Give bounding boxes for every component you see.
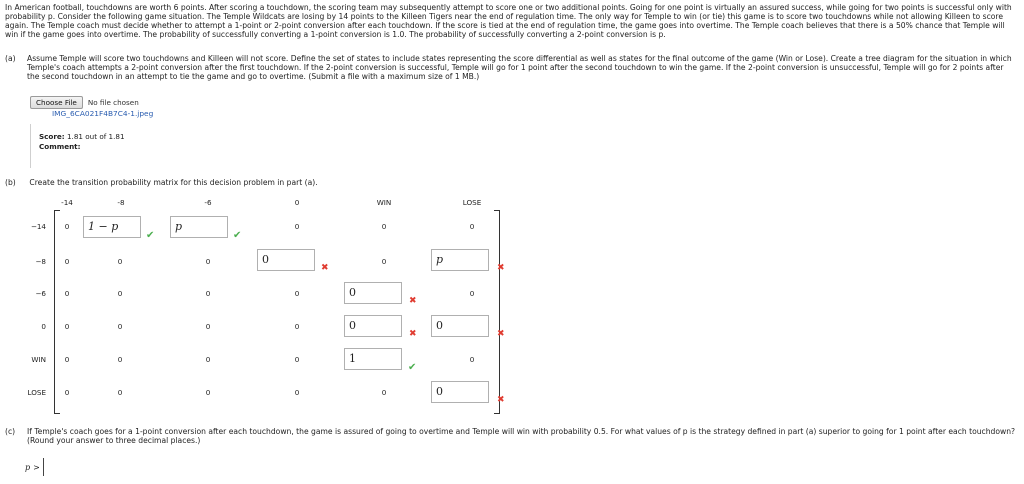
matrix-cell: 0 bbox=[469, 222, 475, 231]
matrix-input[interactable]: 0 bbox=[257, 249, 315, 271]
row-header: WIN bbox=[31, 355, 46, 364]
incorrect-x-icon: ✖ bbox=[497, 395, 505, 405]
matrix-cell: 0 bbox=[381, 388, 387, 397]
matrix-cell: 0 bbox=[205, 355, 211, 364]
comment-label: Comment: bbox=[39, 142, 81, 151]
incorrect-x-icon: ✖ bbox=[497, 263, 505, 273]
col-header: -8 bbox=[117, 198, 125, 207]
matrix-cell: 0 bbox=[205, 388, 211, 397]
part-b-label: (b) bbox=[5, 178, 16, 187]
score-panel bbox=[30, 124, 1018, 168]
matrix-bracket-right bbox=[494, 210, 500, 414]
part-b bbox=[5, 178, 318, 187]
col-header: WIN bbox=[376, 198, 392, 207]
matrix-input[interactable]: 0 bbox=[344, 282, 402, 304]
matrix-input[interactable]: 0 bbox=[431, 381, 489, 403]
matrix-cell: 0 bbox=[64, 388, 70, 397]
row-header: LOSE bbox=[27, 388, 46, 397]
incorrect-x-icon: ✖ bbox=[409, 329, 417, 339]
score-line bbox=[39, 132, 1018, 142]
part-c-label: (c) bbox=[5, 427, 16, 436]
incorrect-x-icon: ✖ bbox=[409, 296, 417, 306]
matrix-cell: 0 bbox=[381, 222, 387, 231]
matrix-cell: 0 bbox=[117, 289, 123, 298]
matrix-cell: 0 bbox=[64, 289, 70, 298]
part-c bbox=[5, 427, 1020, 445]
matrix-cell: 0 bbox=[294, 222, 300, 231]
choose-file-button[interactable]: Choose File bbox=[30, 96, 83, 109]
row-header: −8 bbox=[35, 257, 46, 266]
part-c-text: If Temple's coach goes for a 1-point conversion after each touchdown, the game is assured of going to overtime and Temple will win with probability 0.5. For what values of p is the strategy defined in part (a) superior to going for 1 point after each touchdown? (Round your answer to three decimal places.) bbox=[27, 427, 1016, 445]
matrix-bracket-left bbox=[54, 210, 60, 414]
matrix-input[interactable]: p bbox=[170, 216, 228, 238]
file-status: No file chosen bbox=[87, 98, 139, 107]
matrix-input[interactable]: 1 − p bbox=[83, 216, 141, 238]
matrix-cell: 0 bbox=[64, 322, 70, 331]
part-a-text: Assume Temple will score two touchdowns and Killeen will not score. Define the set of states to include states representing the score differential as well as states for the final outcome of the game (Win or Lose). Create a tree diagram for the situation in which Temple's coach attempts a 2-point conversion after the first touchdown. If the 2-point conversion is successful, Temple will go for 1 point after the second touchdown to win the game. If the 2-point conversion is unsuccessful, Temple will go for 2 points after the second touchdown in an attempt to tie the game and go to overtime. (Submit a file with a maximum size of 1 MB.) bbox=[27, 54, 1012, 81]
matrix-cell: 0 bbox=[117, 257, 123, 266]
matrix-cell: 0 bbox=[64, 257, 70, 266]
comment-line bbox=[39, 142, 1018, 152]
col-header: -14 bbox=[61, 198, 73, 207]
incorrect-x-icon: ✖ bbox=[321, 263, 329, 273]
col-header: LOSE bbox=[462, 198, 482, 207]
matrix-input[interactable]: 1 bbox=[344, 348, 402, 370]
matrix-input[interactable]: p bbox=[431, 249, 489, 271]
correct-check-icon: ✔ bbox=[233, 230, 242, 241]
matrix-input[interactable]: 0 bbox=[344, 315, 402, 337]
col-header: -6 bbox=[204, 198, 212, 207]
matrix-cell: 0 bbox=[294, 355, 300, 364]
file-upload bbox=[30, 96, 139, 109]
matrix-cell: 0 bbox=[381, 257, 387, 266]
matrix-cell: 0 bbox=[117, 355, 123, 364]
matrix-cell: 0 bbox=[205, 257, 211, 266]
row-header: −14 bbox=[30, 222, 46, 231]
matrix-cell: 0 bbox=[469, 355, 475, 364]
part-a-label: (a) bbox=[5, 54, 16, 63]
col-header: 0 bbox=[294, 198, 300, 207]
row-header: −6 bbox=[35, 289, 46, 298]
matrix-cell: 0 bbox=[117, 388, 123, 397]
matrix-input[interactable]: 0 bbox=[431, 315, 489, 337]
matrix-cell: 0 bbox=[64, 222, 70, 231]
incorrect-x-icon: ✖ bbox=[497, 329, 505, 339]
matrix-cell: 0 bbox=[117, 322, 123, 331]
problem-intro: In American football, touchdowns are worth 6 points. After scoring a touchdown, the scoring team may subsequently attempt to score one or two additional points. Going for one point is virtually an assured success, while going for two points is successful only with probability p. Consider the following game situation. The Temple Wildcats are losing by 14 points to the Killeen Tigers near the end of regulation time. The only way for Temple to win (or tie) this game is to score two touchdowns while not allowing Killeen to score again. The Temple coach must decide whether to attempt a 1-point or 2-point conversion after each touchdown. If the score is tied at the end of regulation time, the game goes into overtime. The Temple coach believes that there is a 50% chance that Temple will win if the game goes into overtime. The probability of successfully converting a 1-point conversion is 1.0. The probability of successfully converting a 2-point conversion is p. bbox=[5, 3, 1012, 39]
part-a bbox=[5, 54, 1020, 81]
score-value: 1.81 out of 1.81 bbox=[66, 132, 125, 141]
uploaded-file-link[interactable]: IMG_6CA021F4B7C4-1.jpeg bbox=[52, 109, 154, 118]
answer-row bbox=[25, 458, 46, 476]
matrix-cell: 0 bbox=[64, 355, 70, 364]
matrix-cell: 0 bbox=[469, 289, 475, 298]
greater-than-sign: > bbox=[33, 462, 40, 472]
score-label: Score: bbox=[39, 132, 65, 141]
matrix-cell: 0 bbox=[294, 322, 300, 331]
matrix-cell: 0 bbox=[205, 322, 211, 331]
matrix-cell: 0 bbox=[294, 388, 300, 397]
p-variable: p bbox=[25, 462, 31, 472]
part-b-text: Create the transition probability matrix for this decision problem in part (a). bbox=[29, 178, 318, 187]
matrix-cell: 0 bbox=[294, 289, 300, 298]
correct-check-icon: ✔ bbox=[146, 230, 155, 241]
p-answer-input[interactable] bbox=[43, 458, 46, 476]
matrix-cell: 0 bbox=[205, 289, 211, 298]
correct-check-icon: ✔ bbox=[408, 362, 417, 373]
row-header: 0 bbox=[41, 322, 46, 331]
